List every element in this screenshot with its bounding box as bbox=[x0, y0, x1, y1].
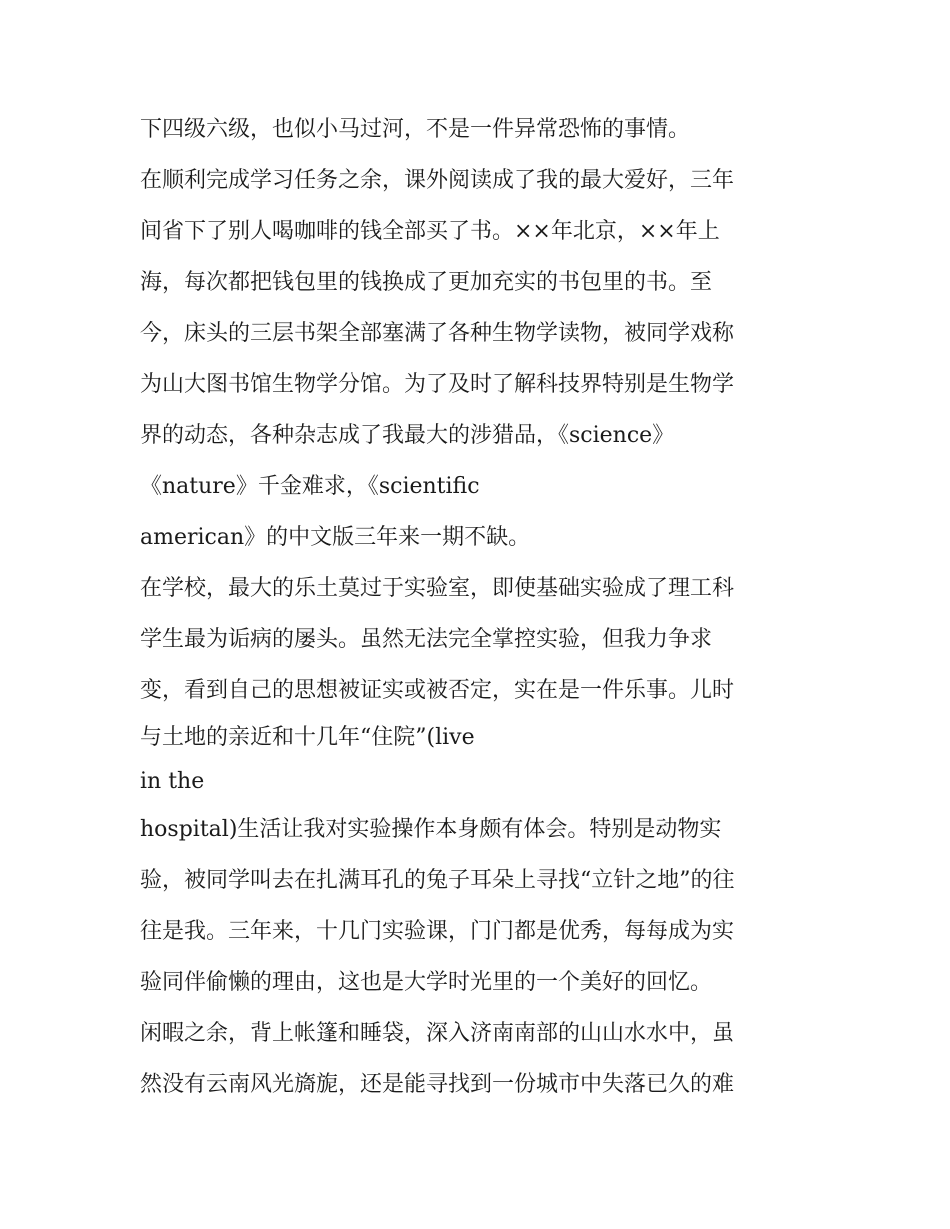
text-line: 今，床头的三层书架全部塞满了各种生物学读物，被同学戏称 bbox=[140, 321, 735, 346]
text-line: american》的中文版三年来一期不缺。 bbox=[140, 525, 531, 550]
text-line: 《nature》千金难求，《scientific bbox=[140, 474, 480, 499]
text-line: 在学校，最大的乐土莫过于实验室，即使基础实验成了理工科 bbox=[140, 576, 735, 601]
text-line: 界的动态，各种杂志成了我最大的涉猎品，《science》 bbox=[140, 423, 675, 448]
text-line: in the bbox=[140, 769, 205, 794]
text-line: 下四级六级，也似小马过河，不是一件异常恐怖的事情。 bbox=[140, 117, 691, 142]
text-line: 往是我。三年来，十几门实验课，门门都是优秀，每每成为实 bbox=[140, 919, 735, 944]
text-line: 间省下了别人喝咖啡的钱全部买了书。××年北京，××年上 bbox=[140, 219, 720, 244]
text-line: 闲暇之余，背上帐篷和睡袋，深入济南南部的山山水水中，虽 bbox=[140, 1021, 735, 1046]
text-line: 变，看到自己的思想被证实或被否定，实在是一件乐事。儿时 bbox=[140, 678, 735, 703]
text-line: 在顺利完成学习任务之余，课外阅读成了我的最大爱好，三年 bbox=[140, 168, 735, 193]
text-line: 为山大图书馆生物学分馆。为了及时了解科技界特别是生物学 bbox=[140, 372, 735, 397]
text-line: 验，被同学叫去在扎满耳孔的兔子耳朵上寻找“立针之地”的往 bbox=[140, 868, 735, 893]
text-line: 海，每次都把钱包里的钱换成了更加充实的书包里的书。至 bbox=[140, 270, 713, 295]
text-line: 学生最为诟病的屡头。虽然无法完全掌控实验，但我力争求 bbox=[140, 627, 713, 652]
text-line: 与土地的亲近和十几年“住院”(live bbox=[140, 725, 475, 750]
text-line: 然没有云南风光旖旎，还是能寻找到一份城市中失落已久的难 bbox=[140, 1072, 735, 1097]
body-text bbox=[140, 104, 830, 1110]
text-line: hospital)生活让我对实验操作本身颇有体会。特别是动物实 bbox=[140, 817, 722, 842]
text-line: 验同伴偷懒的理由，这也是大学时光里的一个美好的回忆。 bbox=[140, 970, 713, 995]
